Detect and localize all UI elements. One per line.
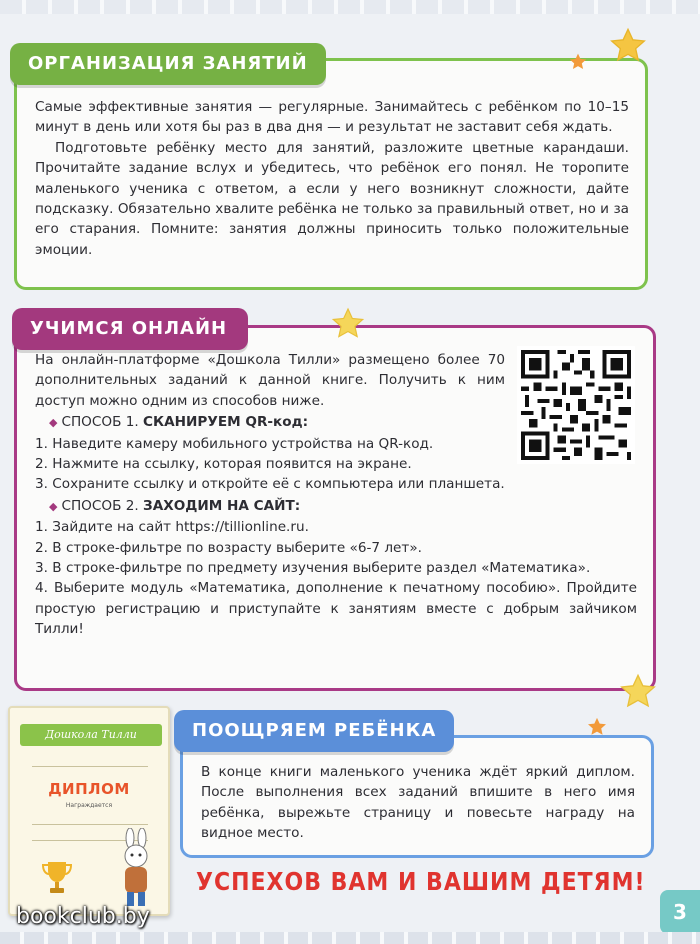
step-item: 2. Нажмите на ссылку, которая появится на экране. <box>35 456 412 473</box>
method-2-prefix: СПОСОБ 2. <box>61 497 139 514</box>
method-2-steps <box>35 517 637 639</box>
page-number: 3 <box>660 890 700 934</box>
star-icon <box>608 26 648 66</box>
step-item: 2. В строке-фильтре по возрасту выберите «6-7 лет». <box>35 539 422 556</box>
step-item: 3. В строке-фильтре по предмету изучения выберите раздел «Математика». <box>35 560 591 577</box>
step-item: 1. Наведите камеру мобильного устройства на QR-код. <box>35 435 434 452</box>
watermark: bookclub.by <box>16 904 150 929</box>
online-card <box>14 325 656 691</box>
bottom-decor-band <box>0 932 700 944</box>
step-item: 3. Сохраните ссылку и откройте её с компьютера или планшета. <box>35 476 505 493</box>
diamond-bullet-icon: ◆ <box>49 416 58 430</box>
step-item: 4. Выберите модуль «Математика, дополнение к печатному пособию». Пройдите простую регистрацию и приступайте к занятиям вместе с добрым зайчиком Тилли! <box>35 580 637 638</box>
bunny-illustration <box>110 828 162 912</box>
closing-wish: УСПЕХОВ ВАМ И ВАШИМ ДЕТЯМ! <box>196 868 646 897</box>
diploma-preview-image <box>8 706 170 916</box>
diamond-bullet-icon: ◆ <box>49 499 58 513</box>
reward-heading: ПООЩРЯЕМ РЕБЁНКА <box>174 710 454 752</box>
diploma-line <box>32 824 148 825</box>
organization-card <box>14 58 648 290</box>
small-star-icon <box>586 716 608 738</box>
qr-code[interactable] <box>517 346 635 464</box>
online-intro: На онлайн-платформе «Дошкола Тилли» размещено более 70 дополнительных заданий к данной книге. Получить к ним доступ можно одним из способов ниже. <box>35 352 505 409</box>
step-item: 1. Зайдите на сайт https://tillionline.ru. <box>35 519 309 536</box>
diploma-subtitle: Награждается <box>65 802 113 809</box>
method-1-prefix: СПОСОБ 1. <box>61 414 139 431</box>
method-2-heading <box>35 496 637 517</box>
method-2-name: ЗАХОДИМ НА САЙТ: <box>143 497 301 514</box>
organization-paragraph-1: Самые эффективные занятия — регулярные. Занимайтесь с ребёнком по 10–15 минут в день или хотя бы раз в два дня — и результат не заставит себя ждать. <box>35 99 629 136</box>
trophy-icon <box>40 858 74 898</box>
star-icon <box>330 306 366 342</box>
top-decor-band <box>0 0 700 14</box>
small-star-icon <box>568 52 588 72</box>
organization-paragraph-2: Подготовьте ребёнку место для занятий, разложите цветные карандаши. Прочитайте задание вслух и убедитесь, что ребёнок его понял. Не торопите маленького ученика с ответом, а если у него возникнут сложности, дайте подсказку. Обязательно хвалите ребёнка не только за правильный ответ, но и за его старания. Помните: занятия должны приносить только положительные эмоции. <box>35 139 629 258</box>
star-icon <box>618 672 658 712</box>
diploma-title: ДИПЛОМ <box>48 780 130 798</box>
method-1-name: СКАНИРУЕМ QR-код: <box>143 414 309 431</box>
reward-card <box>180 735 654 858</box>
diploma-line <box>32 766 148 767</box>
reward-text: В конце книги маленького ученика ждёт яркий диплом. После выполнения всех заданий впишите в него имя ребёнка, вырежьте страницу и повесьте награду на видное место. <box>201 764 635 842</box>
organization-heading: ОРГАНИЗАЦИЯ ЗАНЯТИЙ <box>10 43 326 85</box>
online-heading: УЧИМСЯ ОНЛАЙН <box>12 308 248 350</box>
diploma-banner: Дошкола Тилли <box>20 724 162 746</box>
